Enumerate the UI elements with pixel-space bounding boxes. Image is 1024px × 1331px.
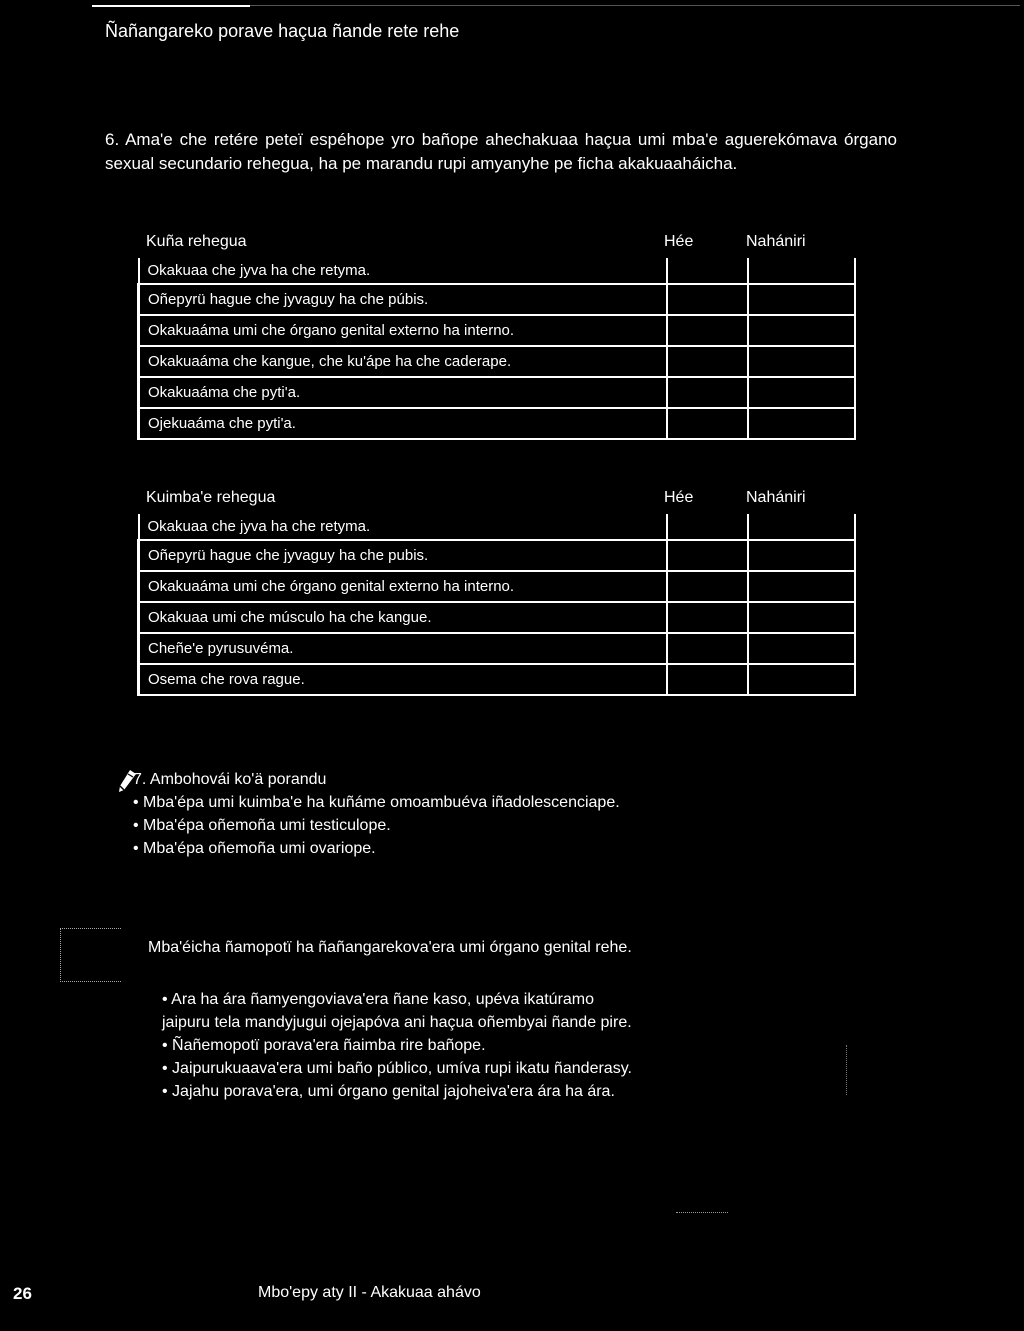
yes-checkbox[interactable]: [667, 284, 748, 315]
row-label: Osema che rova rague.: [139, 664, 668, 695]
row-label: Okakuaáma che kangue, che ku'ápe ha che caderape.: [139, 346, 668, 377]
yes-checkbox[interactable]: [667, 571, 748, 602]
row-label: Oñepyrü hague che jyvaguy ha che pubis.: [139, 540, 668, 571]
no-checkbox[interactable]: [748, 377, 855, 408]
table-row: [139, 284, 856, 315]
no-checkbox[interactable]: [748, 408, 855, 439]
top-rule-thin: [250, 5, 1020, 6]
no-checkbox[interactable]: [748, 258, 855, 284]
no-checkbox[interactable]: [748, 571, 855, 602]
table-row: [139, 664, 856, 695]
no-checkbox[interactable]: [748, 315, 855, 346]
table-women: [137, 258, 856, 440]
page-number: 26: [13, 1284, 32, 1303]
no-checkbox[interactable]: [748, 284, 855, 315]
row-label: Okakuaa che jyva ha che retyma.: [139, 514, 668, 540]
table-men-title: Kuimba'e rehegua: [146, 489, 276, 506]
table-row: [139, 514, 856, 540]
list-item: • Jaipurukuaava'era umi baño público, umíva rupi ikatu ñanderasy.: [162, 1060, 632, 1077]
row-label: Okakuaáma umi che órgano genital externo ha interno.: [139, 315, 668, 346]
table-row: [139, 377, 856, 408]
dotted-frame: [60, 928, 121, 982]
book-title: Mbo'epy aty II - Akakuaa ahávo: [258, 1284, 481, 1301]
table-women-title: Kuña rehegua: [146, 233, 247, 250]
no-checkbox[interactable]: [748, 514, 855, 540]
question-7-title: 7. Ambohovái ko'ä porandu: [133, 771, 327, 788]
table-row: [139, 602, 856, 633]
list-item: • Mba'épa oñemoña umi testiculope.: [133, 817, 391, 834]
question-6-text: 6. Ama'e che retére peteï espéhope yro bañope ahechakuaa haçua umi mba'e aguerekómava órgano sexual secundario rehegua, ha pe marandu rupi amyanyhe pe ficha akakuaaháicha.: [105, 130, 897, 173]
dotted-divider: [676, 1212, 728, 1214]
yes-checkbox[interactable]: [667, 408, 748, 439]
yes-checkbox[interactable]: [667, 664, 748, 695]
yes-checkbox[interactable]: [667, 258, 748, 284]
table-row: [139, 571, 856, 602]
row-label: Okakuaa umi che músculo ha che kangue.: [139, 602, 668, 633]
dotted-divider: [846, 1045, 848, 1095]
list-item: • Mba'épa oñemoña umi ovariope.: [133, 840, 376, 857]
tips-title: Mba'éicha ñamopotï ha ñañangarekova'era umi órgano genital rehe.: [148, 939, 632, 956]
list-item: • Mba'épa umi kuimba'e ha kuñáme omoambuéva iñadolescenciape.: [133, 794, 620, 811]
list-item: • Ara ha ára ñamyengoviava'era ñane kaso, upéva ikatúramo jaipuru tela mandyjugui ojejapóva ani haçua oñembyai ñande pire.: [162, 991, 632, 1031]
row-label: Oñepyrü hague che jyvaguy ha che púbis.: [139, 284, 668, 315]
no-checkbox[interactable]: [748, 602, 855, 633]
top-rule: [92, 5, 250, 7]
row-label: Okakuaáma che pyti'a.: [139, 377, 668, 408]
no-checkbox[interactable]: [748, 633, 855, 664]
table-men-col-no: Nahániri: [746, 489, 806, 506]
list-item: • Ñañemopotï porava'era ñaimba rire bañope.: [162, 1037, 486, 1054]
yes-checkbox[interactable]: [667, 346, 748, 377]
no-checkbox[interactable]: [748, 540, 855, 571]
list-item: • Jajahu porava'era, umi órgano genital jajoheiva'era ára ha ára.: [162, 1083, 615, 1100]
table-row: [139, 540, 856, 571]
table-women-col-yes: Hée: [664, 233, 694, 250]
yes-checkbox[interactable]: [667, 514, 748, 540]
table-women-col-no: Nahániri: [746, 233, 806, 250]
question-7: [133, 768, 620, 860]
row-label: Ojekuaáma che pyti'a.: [139, 408, 668, 439]
tips-list: [162, 988, 632, 1103]
yes-checkbox[interactable]: [667, 377, 748, 408]
row-label: Okakuaáma umi che órgano genital externo ha interno.: [139, 571, 668, 602]
no-checkbox[interactable]: [748, 346, 855, 377]
row-label: Cheñe'e pyrusuvéma.: [139, 633, 668, 664]
yes-checkbox[interactable]: [667, 540, 748, 571]
table-row: [139, 408, 856, 439]
no-checkbox[interactable]: [748, 664, 855, 695]
row-label: Okakuaa che jyva ha che retyma.: [139, 258, 668, 284]
yes-checkbox[interactable]: [667, 602, 748, 633]
table-row: [139, 633, 856, 664]
yes-checkbox[interactable]: [667, 633, 748, 664]
table-men-col-yes: Hée: [664, 489, 694, 506]
table-men: [137, 514, 856, 696]
page-header: Ñañangareko porave haçua ñande rete rehe: [105, 21, 460, 41]
table-row: [139, 315, 856, 346]
table-row: [139, 258, 856, 284]
yes-checkbox[interactable]: [667, 315, 748, 346]
table-row: [139, 346, 856, 377]
